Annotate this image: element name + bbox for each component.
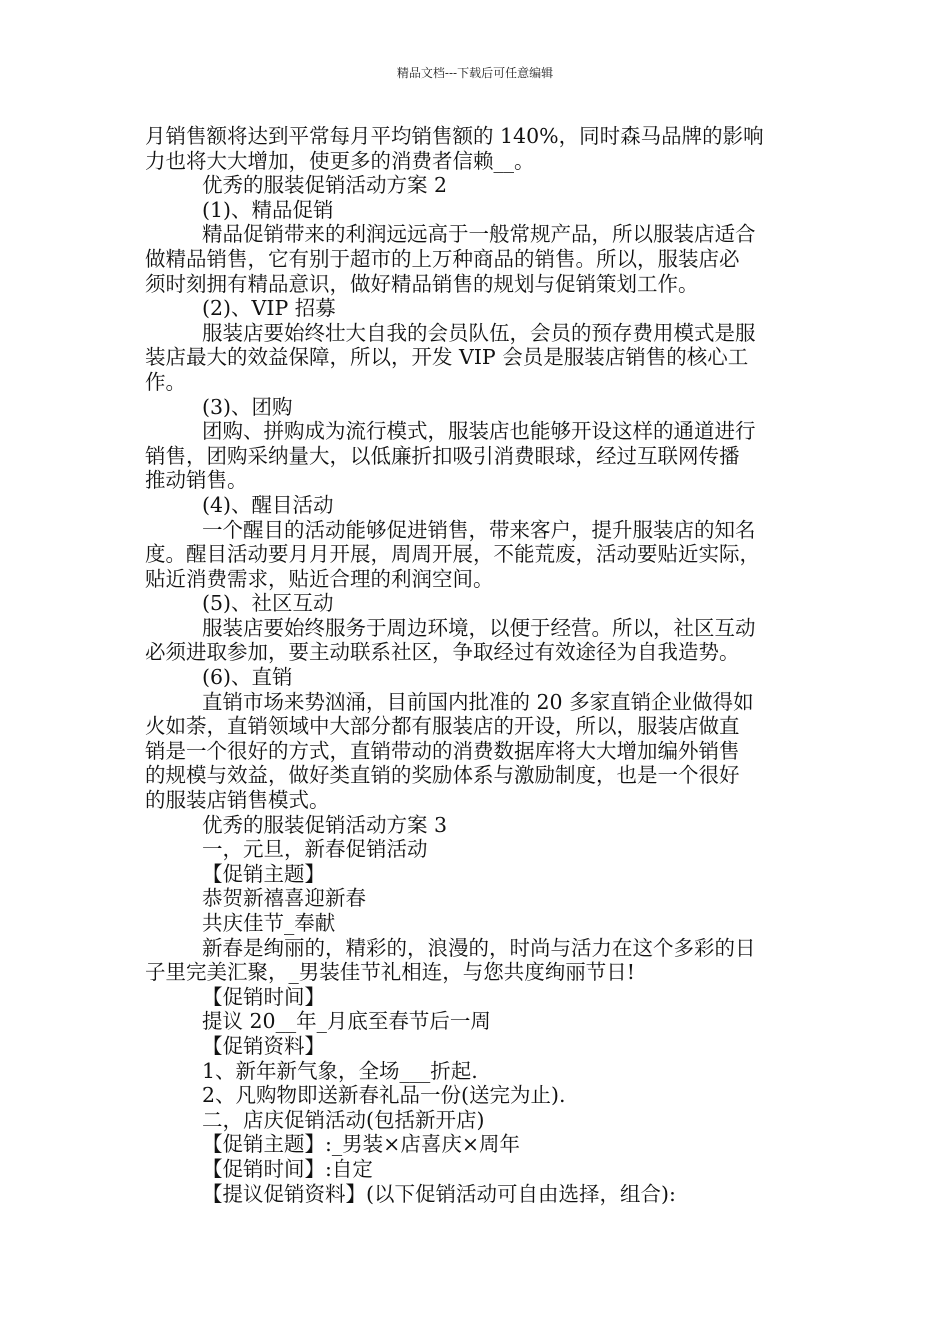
text-line: 1、新年新气象，全场___折起. [202, 1058, 478, 1083]
document-body [145, 124, 825, 1206]
text-line: 销是一个很好的方式，直销带动的消费数据库将大大增加编外销售 [145, 738, 740, 763]
text-line: 作。 [145, 369, 186, 394]
text-line: 度。醒目活动要月月开展，周周开展，不能荒废，活动要贴近实际， [145, 542, 760, 567]
text-line: 销售，团购采纳量大，以低廉折扣吸引消费眼球，经过互联网传播 [145, 443, 740, 468]
text-line: 【提议促销资料】(以下促销活动可自由选择，组合): [202, 1181, 676, 1206]
text-line: (3)、团购 [202, 394, 293, 419]
text-line: 精品促销带来的利润远远高于一般常规产品，所以服装店适合 [202, 222, 756, 247]
text-line: 子里完美汇聚，_男装佳节礼相连，与您共度绚丽节日! [145, 960, 635, 985]
text-line: 新春是绚丽的，精彩的，浪漫的，时尚与活力在这个多彩的日 [202, 935, 756, 960]
text-line: 须时刻拥有精品意识，做好精品销售的规划与促销策划工作。 [145, 271, 699, 296]
text-line: (4)、醒目活动 [202, 492, 334, 517]
text-line: 贴近消费需求，贴近合理的利润空间。 [145, 566, 494, 591]
text-line: 【促销时间】:自定 [202, 1156, 373, 1181]
text-line: 二，店庆促销活动(包括新开店) [202, 1107, 485, 1132]
text-line: 恭贺新禧喜迎新春 [202, 886, 366, 911]
text-line: 的规模与效益，做好类直销的奖励体系与激励制度，也是一个很好 [145, 763, 740, 788]
text-line: 优秀的服装促销活动方案 3 [202, 812, 448, 837]
text-line: (2)、VIP 招募 [202, 296, 336, 321]
text-line: (6)、直销 [202, 665, 293, 690]
text-line: 服装店要始终服务于周边环境，以便于经营。所以，社区互动 [202, 615, 756, 640]
text-line: 月销售额将达到平常每月平均销售额的 140%，同时森马品牌的影响 [145, 124, 764, 148]
text-line: 火如荼，直销领域中大部分都有服装店的开设，所以，服装店做直 [145, 714, 740, 739]
text-line: 【促销主题】:_男装×店喜庆×周年 [202, 1132, 521, 1157]
text-line: 服装店要始终壮大自我的会员队伍，会员的预存费用模式是服 [202, 320, 756, 345]
text-line: 一，元旦，新春促销活动 [202, 837, 428, 862]
text-line: 提议 20__年_月底至春节后一周 [202, 1009, 491, 1034]
text-line: 【促销主题】 [202, 861, 325, 886]
text-line: 2、凡购物即送新春礼品一份(送完为止). [202, 1083, 566, 1108]
text-line: 一个醒目的活动能够促进销售，带来客户，提升服装店的知名 [202, 517, 756, 542]
text-line: 共庆佳节_奉献 [202, 911, 336, 935]
page-header: 精品文档---下载后可任意编辑 [396, 66, 554, 80]
text-line: 直销市场来势汹涌，目前国内批准的 20 多家直销企业做得如 [202, 689, 754, 714]
text-line: 【促销时间】 [202, 984, 325, 1009]
text-line: 必须进取参加，要主动联系社区，争取经过有效途径为自我造势。 [145, 640, 740, 665]
text-line: 的服装店销售模式。 [145, 788, 330, 813]
text-line: 团购、拼购成为流行模式，服装店也能够开设这样的通道进行 [202, 419, 756, 444]
text-line: 力也将大大增加，使更多的消费者信赖__。 [145, 148, 535, 173]
text-line: 做精品销售，它有别于超市的上万种商品的销售。所以，服装店必 [145, 246, 740, 271]
text-line: (1)、精品促销 [202, 197, 334, 222]
text-line: 优秀的服装促销活动方案 2 [202, 173, 448, 198]
text-line: 推动销售。 [145, 468, 248, 493]
text-line: 装店最大的效益保障，所以，开发 VIP 会员是服装店销售的核心工 [145, 345, 749, 370]
text-line: 【促销资料】 [202, 1033, 325, 1058]
text-line: (5)、社区互动 [202, 591, 334, 616]
